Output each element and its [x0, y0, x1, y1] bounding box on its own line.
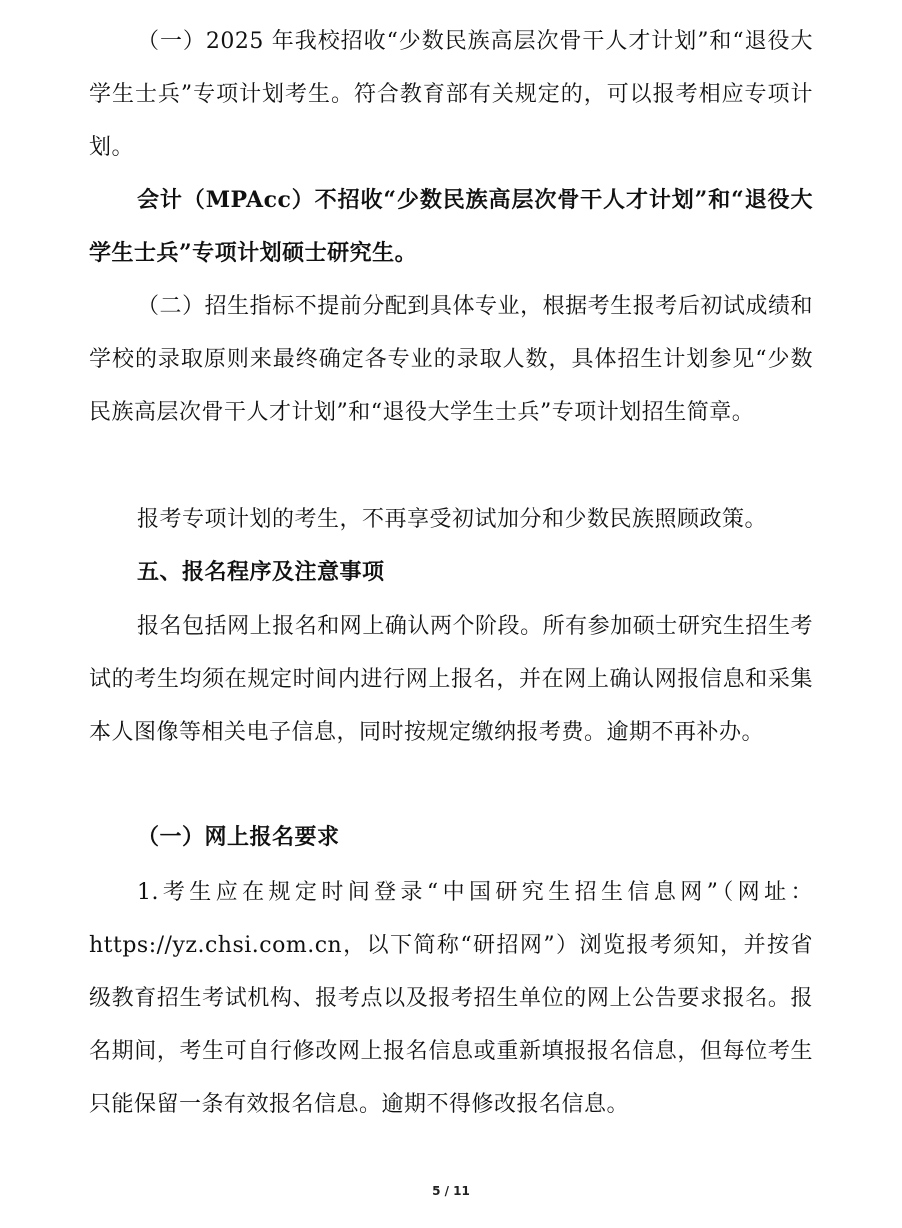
paragraph-online-registration-rules: 1.考生应在规定时间登录“中国研究生招生信息网”（网址：https://yz.chsi.com.cn，以下简称“研招网”）浏览报考须知，并按省级教育招生考试机构、报考点以及报考招生单位的网上公告要求报名。报名期间，考生可自行修改网上报名信息或重新填报报名信息，但每位考生只能保留一条有效报名信息。逾期不得修改报名信息。 [89, 880, 813, 1117]
paragraph-special-plan-intro: （一）2025 年我校招收“少数民族高层次骨干人才计划”和“退役大学生士兵”专项计划考生。符合教育部有关规定的，可以报考相应专项计划。 [89, 29, 813, 160]
paragraph-registration-stages: 报名包括网上报名和网上确认两个阶段。所有参加硕士研究生招生考试的考生均须在规定时间内进行网上报名，并在网上确认网报信息和采集本人图像等相关电子信息，同时按规定缴纳报考费。逾期不再补办。 [89, 614, 813, 745]
subheading-online-registration: （一）网上报名要求 [137, 824, 340, 850]
paragraph-no-bonus-policy: 报考专项计划的考生，不再享受初试加分和少数民族照顾政策。 [137, 507, 768, 532]
page-number: 5 / 11 [432, 1184, 470, 1198]
paragraph-quota-allocation: （二）招生指标不提前分配到具体专业，根据考生报考后初试成绩和学校的录取原则来最终确定各专业的录取人数，具体招生计划参见“少数民族高层次骨干人才计划”和“退役大学生士兵”专项计划招生简章。 [89, 294, 813, 425]
paragraph-mpacc-notice: 会计（MPAcc）不招收“少数民族高层次骨干人才计划”和“退役大学生士兵”专项计划硕士研究生。 [89, 187, 813, 266]
section-heading-registration: 五、报名程序及注意事项 [137, 559, 385, 585]
